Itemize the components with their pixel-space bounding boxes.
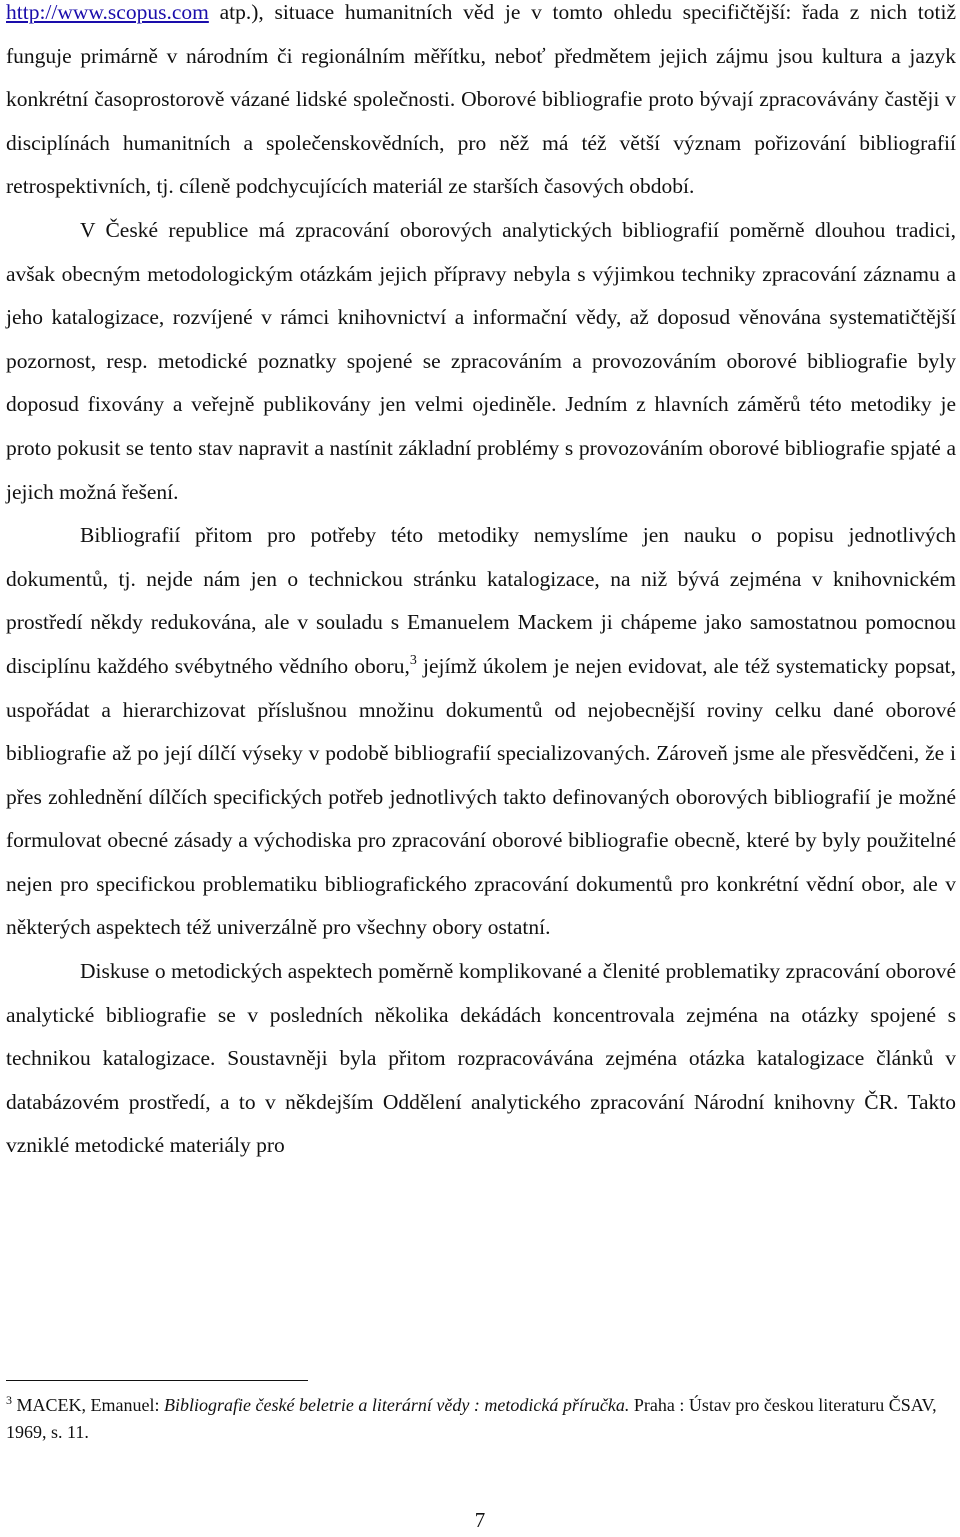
footnote-number: 3 — [6, 1393, 12, 1407]
paragraph-3 — [6, 514, 956, 950]
paragraph-2-text: V České republice má zpracování oborových analytických bibliografií poměrně dlouhou tradici, avšak obecným metodologickým otázkám jejich přípravy nebyla s výjimkou techniky zpracování záznamu a jeho katalogizace, rozvíjené v rámci knihovnictví a informační vědy, až doposud věnována systematičtější pozornost, resp. metodické poznatky spojené se zpracováním a provozováním oborové bibliografie byly doposud fixovány a veřejně publikovány jen velmi ojediněle. Jedním z hlavních záměrů této metodiky je proto pokusit se tento stav napravit a nastínit základní problémy s provozováním oborové bibliografie spjaté a jejich možná řešení. — [6, 217, 956, 504]
paragraph-4-text: Diskuse o metodických aspektech poměrně komplikované a členité problematiky zpracování oborové analytické bibliografie se v posledních několika dekádách koncentrovala zejména na otázky spojené s technikou katalogizace. Soustavněji byla přitom rozpracovávána zejména otázka katalogizace článků v databázovém prostředí, a to v někdejším Oddělení analytického zpracování Národní knihovny ČR. Takto vzniklé metodické materiály pro — [6, 959, 956, 1158]
footnote-imprint: Praha : Ústav pro českou literaturu ČSAV, 1969, s. 11. — [6, 1395, 937, 1442]
footnote — [6, 1392, 956, 1446]
footnote-reference[interactable]: 3 — [409, 652, 417, 668]
page-number: 7 — [474, 1508, 486, 1532]
paragraph-1 — [6, 0, 956, 209]
paragraph-3-text-start: Bibliografií přitom pro potřeby této metodiky nemyslíme jen nauku o popisu jednotlivých dokumentů, tj. nejde nám jen o technickou stránku katalogizace, na niž bývá zejména v knihovnickém prostředí někdy redukována, ale v souladu s Emanuelem Mackem ji chápeme jako samostatnou pomocnou disciplínu každého svébytného vědního oboru, — [6, 523, 956, 678]
paragraph-1-text: atp.), situace humanitních věd je v tomto ohledu specifičtější: řada z nich totiž funguje primárně v národním či regionálním měřítku, neboť předmětem jejich zájmu jsou kultura a jazyk konkrétní časoprostorově vázané lidské společnosti. Oborové bibliografie proto bývají zpracovávány častěji v disciplínách humanitních a společenskovědních, pro něž má též větší význam pořizování bibliografií retrospektivních, tj. cíleně podchycujících materiál ze starších časových období. — [6, 0, 956, 199]
paragraph-2 — [6, 209, 956, 514]
paragraph-4 — [6, 950, 956, 1168]
footnote-title: Bibliografie české beletrie a literární vědy : metodická příručka. — [163, 1395, 630, 1415]
body-text — [6, 0, 956, 1168]
scopus-link[interactable]: http://www.scopus.com — [6, 0, 209, 24]
paragraph-3-text-end: jejímž úkolem je nejen evidovat, ale též systematicky popsat, uspořádat a hierarchizovat příslušnou množinu dokumentů od nejobecnější roviny celku dané oborové bibliografie až po její dílčí výseky v podobě bibliografií specializovaných. Zároveň jsme ale přesvědčeni, že i přes zohlednění dílčích specifických potřeb jednotlivých takto definovaných oborových bibliografií je možné formulovat obecné zásady a východiska pro zpracování oborové bibliografie obecně, které by byly použitelné nejen pro specifickou problematiku bibliografického zpracování dokumentů pro konkrétní vědní obor, ale v některých aspektech též univerzálně pro všechny obory ostatní. — [6, 653, 956, 940]
document-page — [6, 0, 956, 1537]
footnote-separator — [6, 1380, 308, 1381]
footnote-author: MACEK, Emanuel: — [12, 1395, 164, 1415]
